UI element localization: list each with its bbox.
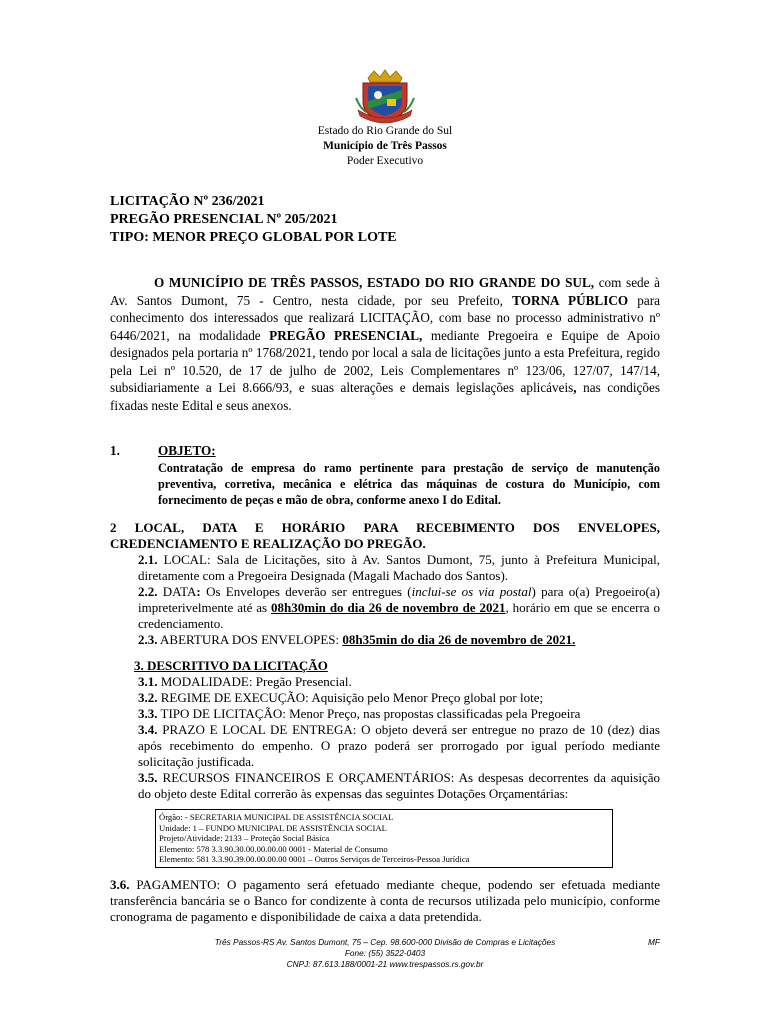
budget-line: Elemento: 581 3.3.90.39.00.00.00.00 0001 – Outros Serviços de Terceiros-Pessoa Jurídica bbox=[159, 854, 470, 865]
item-3-1: 3.1. MODALIDADE: Pregão Presencial. bbox=[138, 674, 352, 689]
section-heading: 2 LOCAL, DATA E HORÁRIO PARA RECEBIMENTO DOS ENVELOPES, CREDENCIAMENTO E REALIZAÇÃO DO PREGÃO. bbox=[110, 520, 660, 551]
item-3-5: 3.5. RECURSOS FINANCEIROS E ORÇAMENTÁRIOS: As despesas decorrentes da aquisição do objeto deste Edital correrão às expensas das seguintes Dotações Orçamentárias: bbox=[138, 770, 660, 801]
budget-allocation-box bbox=[155, 809, 613, 868]
delivery-deadline: 08h30min do dia 26 de novembro de 2021 bbox=[271, 600, 506, 615]
section-heading: 3. DESCRITIVO DA LICITAÇÃO bbox=[134, 658, 328, 673]
footer-initials: MF bbox=[648, 937, 660, 947]
intro-text-d: nas condições fixadas neste Edital e seus anexos. bbox=[110, 380, 660, 413]
section-local-data bbox=[110, 520, 660, 648]
intro-torna-publico: TORNA PÚBLICO bbox=[512, 292, 629, 308]
footer-cnpj: CNPJ: 87.613.188/0001-21 www.trespassos.rs.gov.br bbox=[286, 959, 484, 969]
section-objeto bbox=[110, 442, 660, 508]
intro-paragraph bbox=[110, 274, 660, 414]
intro-text-b: para conhecimento dos interessados que realizará LICITAÇÃO, com base no processo administrativo nº 6446/2021, na modalidade bbox=[110, 292, 660, 343]
municipal-coat-of-arms-logo bbox=[354, 68, 416, 128]
document-titles bbox=[110, 193, 397, 247]
item-3-4: 3.4. PRAZO E LOCAL DE ENTREGA: O objeto deverá ser entregue no prazo de 10 (dez) dias após recebimento do empenho. O prazo poderá ser prorrogado por igual período mediante solicitação justificada. bbox=[138, 722, 660, 769]
item-3-3: 3.3. TIPO DE LICITAÇÃO: Menor Preço, nas propostas classificadas pela Pregoeira bbox=[138, 706, 581, 721]
branch-name: Poder Executivo bbox=[346, 155, 424, 167]
intro-modalidade: PREGÃO PRESENCIAL, bbox=[269, 327, 423, 343]
letterhead bbox=[0, 124, 770, 169]
footer-phone: Fone: (55) 3522-0403 bbox=[344, 948, 426, 958]
intro-text-c: mediante Pregoeira e Equipe de Apoio designados pela portaria nº 1768/2021, tendo por local a sala de licitações junto a esta Prefeitura, regido pela Lei nº 10.520, de 17 de julho de 2002, Leis Complementares nº 123/06, 127/07, 147/14, subsidiariamente a Lei 8.666/93, e suas alterações e demais legislações aplicáveis bbox=[110, 327, 660, 395]
section-number: 1. bbox=[110, 443, 120, 458]
budget-line: Projeto/Atividade: 2133 – Proteção Social Básica bbox=[159, 833, 330, 844]
section-descritivo bbox=[110, 658, 660, 802]
intro-municipality-bold: O MUNICÍPIO DE TRÊS PASSOS, ESTADO DO RIO GRANDE DO SUL, bbox=[154, 275, 595, 290]
licitacao-type: TIPO: MENOR PREÇO GLOBAL POR LOTE bbox=[110, 230, 397, 245]
state-name: Estado do Rio Grande do Sul bbox=[317, 125, 453, 137]
item-2-1: 2.1. LOCAL: Sala de Licitações, sito à Av. Santos Dumont, 75, junto à Prefeitura Municipal, diretamente com a Pregoeira Designada (Magali Machado dos Santos). bbox=[138, 552, 660, 583]
section-heading: OBJETO: bbox=[158, 443, 216, 458]
budget-line: Unidade: 1 – FUNDO MUNICIPAL DE ASSISTÊNCIA SOCIAL bbox=[159, 822, 387, 833]
item-2-2: 2.2. DATA: Os Envelopes deverão ser entregues (inclui-se os via postal) para o(a) Pregoeiro(a) impreterivelmente até as 08h30min do dia 26 de novembro de 2021, horário em que se encerra o credenciamento. bbox=[138, 584, 660, 631]
budget-line: Órgão: - SECRETARIA MUNICIPAL DE ASSISTÊNCIA SOCIAL bbox=[159, 812, 394, 822]
intro-text-a: com sede à Av. Santos Dumont, 75 - Centro, nesta cidade, por seu Prefeito, bbox=[110, 275, 660, 308]
municipality-name: Município de Três Passos bbox=[323, 140, 447, 152]
objeto-text: Contratação de empresa do ramo pertinente para prestação de serviço de manutenção preventiva, corretiva, mecânica e elétrica das máquinas de costura do Município, com fornecimento de peças e mão de obra, conforme anexo I do Edital. bbox=[158, 460, 660, 507]
pregao-number: PREGÃO PRESENCIAL Nº 205/2021 bbox=[110, 212, 338, 227]
budget-line: Elemento: 578 3.3.90.30.00.00.00.00 0001 - Material de Consumo bbox=[159, 843, 388, 854]
intro-comma: , bbox=[573, 380, 577, 395]
item-3-2: 3.2. REGIME DE EXECUÇÃO: Aquisição pelo Menor Preço global por lote; bbox=[138, 690, 544, 705]
opening-date: 08h35min do dia 26 de novembro de 2021. bbox=[342, 632, 576, 647]
item-3-6: 3.6. PAGAMENTO: O pagamento será efetuado mediante cheque, podendo ser efetuada mediante transferência bancária se o Banco for condizente à conta de recursos utilizada pelo município, conforme cronograma de pagamento e disponibilidade de caixa a data pretendida. bbox=[110, 877, 660, 924]
licitacao-number: LICITAÇÃO Nº 236/2021 bbox=[110, 194, 265, 209]
footer-address: Três Passos-RS Av. Santos Dumont, 75 – Cep. 98.600-000 Divisão de Compras e Licitações bbox=[214, 937, 556, 947]
item-2-3: 2.3. ABERTURA DOS ENVELOPES: 08h35min do dia 26 de novembro de 2021. bbox=[138, 632, 576, 647]
